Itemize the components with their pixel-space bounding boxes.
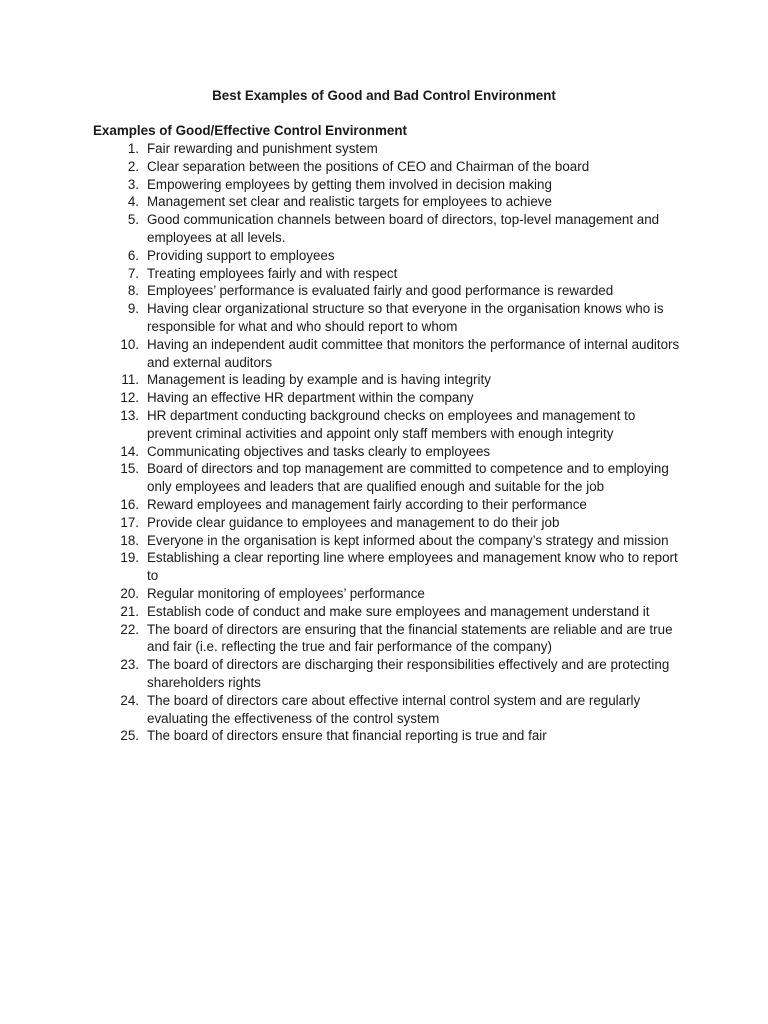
list-item [93,585,683,603]
list-item-number: 11. [121,372,139,388]
list-item-number: 15. [120,461,139,477]
list-item [93,460,683,496]
list-item-text: Having an independent audit committee that monitors the performance of internal auditors and external auditors [147,336,680,370]
list-item-number: 3. [127,176,139,192]
list-item-number: 1. [127,141,139,156]
list-item-text: The board of directors ensure that financial reporting is true and fair [147,728,547,744]
list-item-number: 18. [120,532,139,548]
list-item-number: 8. [127,283,139,299]
list-item [93,549,683,585]
list-item [93,140,683,158]
list-item [93,514,683,532]
list-item-text: Having an effective HR department within the company [147,390,474,406]
list-item-text: Providing support to employees [147,247,335,263]
list-item-text: The board of directors are discharging their responsibilities effectively and are protecting shareholders rights [147,657,670,690]
list-item-text: Regular monitoring of employees’ performance [147,585,425,601]
list-item [93,692,683,728]
list-item-text: Establish code of conduct and make sure employees and management understand it [147,603,650,619]
list-item-text: Good communication channels between board of directors, top-level management and employees at all levels. [147,212,660,245]
list-item-text: Communicating objectives and tasks clearly to employees [147,443,491,459]
list-item [93,443,683,461]
list-item-number: 20. [120,585,139,601]
list-item-number: 21. [120,603,139,619]
list-item-text: Everyone in the organisation is kept informed about the company’s strategy and mission [147,532,669,548]
list-item [93,158,683,176]
list-item-number: 23. [120,657,139,673]
list-item [93,603,683,621]
section-heading: Examples of Good/Effective Control Environment [93,123,407,138]
list-item-number: 19. [120,550,139,566]
list-item [93,407,683,443]
list-item-number: 13. [120,407,139,423]
list-item-text: Board of directors and top management are committed to competence and to employing only employees and leaders that are qualified enough and suitable for the job [147,461,669,495]
list-item-text: Having clear organizational structure so that everyone in the organisation knows who is responsible for what and who should report to whom [147,301,664,334]
list-item-text: Clear separation between the positions of CEO and Chairman of the board [147,158,590,174]
list-item [93,247,683,265]
list-item-number: 25. [120,728,139,744]
list-item-number: 2. [127,158,139,174]
list-item [93,193,683,211]
list-item [93,371,683,389]
list-item-number: 6. [127,247,139,263]
list-item [93,496,683,514]
list-item-text: Fair rewarding and punishment system [147,141,378,156]
list-item [93,389,683,407]
list-item-number: 16. [120,496,139,512]
list-item-number: 12. [120,390,139,406]
list-item-text: Reward employees and management fairly according to their performance [147,496,587,512]
list-item-number: 9. [127,301,139,317]
list-item-number: 7. [127,265,139,281]
list-item-text: Treating employees fairly and with respect [147,265,398,281]
page-title: Best Examples of Good and Bad Control Environment [212,88,556,103]
list-item-text: Provide clear guidance to employees and management to do their job [147,514,560,530]
list-item [93,336,683,372]
list-item-text: The board of directors care about effective internal control system and are regularly evaluating the effectiveness of the control system [147,692,641,726]
list-item-text: Employees’ performance is evaluated fairly and good performance is rewarded [147,283,614,299]
list-item-text: Empowering employees by getting them involved in decision making [147,176,552,192]
list-item-number: 10. [120,336,139,352]
list-item-number: 5. [127,212,139,228]
list-item-text: Management set clear and realistic targets for employees to achieve [147,194,552,210]
list-item-number: 22. [120,621,139,637]
list-item-number: 24. [120,692,139,708]
list-item [93,300,683,336]
list-item-text: HR department conducting background checks on employees and management to prevent criminal activities and appoint only staff members with enough integrity [147,407,636,441]
list-item-text: Establishing a clear reporting line where employees and management know who to report to [147,550,678,584]
list-item [93,621,683,657]
list-item [93,176,683,194]
list-item [93,656,683,692]
list-item-number: 4. [127,194,139,210]
numbered-list [93,140,683,745]
list-item [93,727,683,745]
list-item [93,265,683,283]
list-item [93,282,683,300]
list-item [93,532,683,550]
list-item-number: 17. [120,514,139,530]
list-item-text: Management is leading by example and is having integrity [147,372,491,388]
list-item-number: 14. [120,443,139,459]
list-item-text: The board of directors are ensuring that the financial statements are reliable and are true and fair (i.e. reflecting the true and fair performance of the company) [147,621,673,655]
list-item [93,211,683,247]
